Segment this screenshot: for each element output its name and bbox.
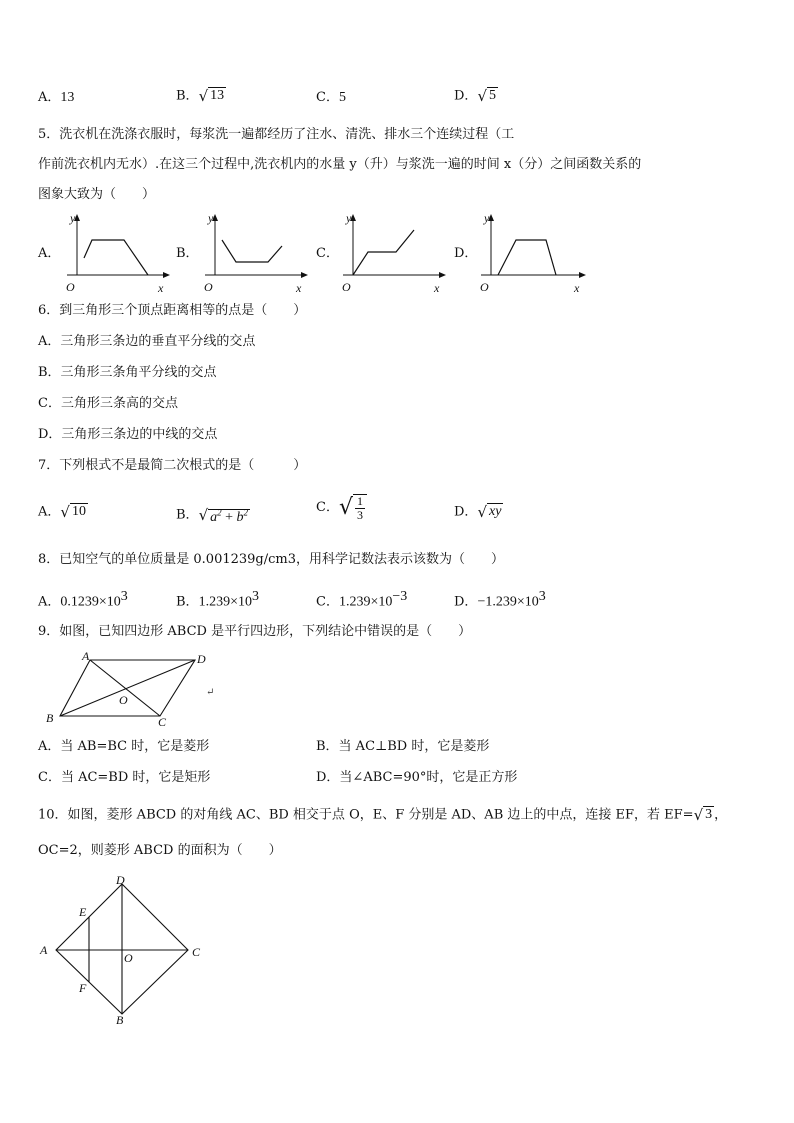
q10-stem-part1: 10．如图，菱形 ABCD 的对角线 AC、BD 相交于点 O，E、F 分别是 AD、AB 边上的中点，连接 EF，若 EF= xyxy=(38,807,694,823)
point-o-label: O xyxy=(124,951,133,965)
graph-a-curve xyxy=(84,240,148,275)
graph-b-x-label: x xyxy=(296,281,302,295)
q4-option-c xyxy=(316,88,346,108)
sqrt-symbol: √ $\frac{1}{3}$ xyxy=(339,494,367,522)
q5-option-c-letter: C． xyxy=(316,246,339,261)
q4-option-c-value: 5 xyxy=(338,90,346,105)
sqrt-symbol: √ 5 xyxy=(477,87,496,105)
graph-b-y-label: y xyxy=(208,211,214,225)
q7-option-c-letter: C． xyxy=(316,500,339,515)
q5-graph-b xyxy=(200,210,310,300)
graph-c-origin: O xyxy=(342,280,351,294)
q9-parallelogram-figure xyxy=(40,648,230,732)
q7-stem: 7．下列根式不是最简二次根式的是（ ） xyxy=(38,458,307,473)
q4-option-d-radicand: 5 xyxy=(489,88,496,103)
q7-option-b-exp1: 2 xyxy=(217,507,222,517)
q10-stem-part2: ， xyxy=(714,807,728,823)
q10-rhombus-figure xyxy=(36,872,216,1028)
graph-d-x-label: x xyxy=(574,281,580,295)
q8-option-b xyxy=(176,587,259,612)
q7-option-d xyxy=(454,502,503,523)
point-c-label: C xyxy=(158,715,167,729)
q5-stem-line2: 作前洗衣机内无水）.在这三个过程中,洗衣机内的水量 y（升）与浆洗一遍的时间 x（分）之间函数关系的 xyxy=(38,157,642,172)
q6-option-b: B．三角形三条角平分线的交点 xyxy=(38,365,217,380)
point-b-label: B xyxy=(116,1013,124,1027)
q8-stem: 8．已知空气的单位质量是 0.001239g/cm3，用科学记数法表示该数为（ ） xyxy=(38,552,505,567)
q7-option-a-letter: A． xyxy=(38,504,61,520)
q7-option-a xyxy=(38,502,88,523)
q8-option-d-exp: 3 xyxy=(538,589,546,604)
q10-radicand: 3 xyxy=(705,807,713,822)
sqrt-symbol: √ 13 xyxy=(198,87,225,105)
q4-option-d-letter: D． xyxy=(454,88,478,104)
q10-stem-line2: OC=2，则菱形 ABCD 的面积为（ ） xyxy=(38,843,282,858)
graph-c-curve xyxy=(353,230,414,275)
q5-option-b-letter: B． xyxy=(176,246,199,261)
q9-option-b: B．当 AC⊥BD 时，它是菱形 xyxy=(316,739,490,754)
point-b-label: B xyxy=(46,711,54,725)
q8-option-a-exp: 3 xyxy=(120,589,128,604)
diagonal-bd xyxy=(60,660,195,716)
point-e-label: E xyxy=(79,905,87,919)
q9-stem: 9．如图，已知四边形 ABCD 是平行四边形，下列结论中错误的是（ ） xyxy=(38,624,472,639)
graph-a-origin: O xyxy=(66,280,75,294)
graph-c-x-label: x xyxy=(434,281,440,295)
graph-d-origin: O xyxy=(480,280,489,294)
q7-option-b xyxy=(176,502,250,528)
sqrt-symbol: √ 10 xyxy=(60,503,86,521)
q5-stem-line3: 图象大致为（ ） xyxy=(38,187,156,202)
sqrt-symbol: √ $a^2 + b^2$ xyxy=(198,505,249,525)
q6-stem: 6．到三角形三个顶点距离相等的点是（ ） xyxy=(38,303,307,318)
point-c-label: C xyxy=(192,945,201,959)
q5-graph-c xyxy=(338,210,448,300)
q8-option-c xyxy=(316,587,407,612)
q8-option-c-coef: 1.239×10 xyxy=(338,594,393,610)
point-f-label: F xyxy=(79,981,87,995)
q7-option-c-numerator: 1 xyxy=(356,494,363,508)
q10-stem-line1 xyxy=(38,806,727,825)
graph-d-curve xyxy=(498,240,556,275)
graph-c-y-label: y xyxy=(346,211,352,225)
q4-option-b xyxy=(176,86,226,107)
graph-a-x-label: x xyxy=(158,281,164,295)
q4-option-a-value: 13 xyxy=(60,90,75,105)
q7-option-d-letter: D． xyxy=(454,504,478,520)
q4-option-a xyxy=(38,88,74,108)
q6-option-c: C．三角形三条高的交点 xyxy=(38,396,178,411)
point-a-label: A xyxy=(82,649,90,663)
q7-option-b-exp2: 2 xyxy=(243,507,249,517)
q7-option-b-plus: + xyxy=(221,509,237,525)
q8-option-a-coef: 0.1239×10 xyxy=(60,594,121,610)
q5-graph-a xyxy=(62,210,172,300)
q7-option-a-radicand: 10 xyxy=(71,504,86,519)
q6-option-d: D．三角形三条边的中线的交点 xyxy=(38,427,218,442)
q8-option-b-letter: B． xyxy=(176,594,199,610)
q5-option-a-letter: A． xyxy=(38,246,61,261)
q7-option-c-denominator: 3 xyxy=(356,508,363,522)
sqrt-symbol: √ xy xyxy=(477,503,502,521)
q4-option-b-letter: B． xyxy=(176,88,199,104)
point-a-label: A xyxy=(40,943,48,957)
q9-option-d: D．当∠ABC=90°时，它是正方形 xyxy=(316,770,518,785)
q5-stem-line1: 5．洗衣机在洗涤衣服时，每浆洗一遍都经历了注水、清洗、排水三个连续过程（工 xyxy=(38,127,515,142)
q5-graph-d xyxy=(476,210,592,300)
q4-option-a-letter: A． xyxy=(38,90,61,105)
q8-option-d-letter: D． xyxy=(454,594,478,610)
graph-b-curve xyxy=(222,240,282,262)
q9-option-c: C．当 AC=BD 时，它是矩形 xyxy=(38,770,211,785)
q8-option-c-exp: −3 xyxy=(392,589,408,604)
graph-a-y-label: y xyxy=(70,211,76,225)
sqrt-symbol: √ 3 xyxy=(693,806,713,824)
q8-option-a-letter: A． xyxy=(38,594,61,610)
fraction xyxy=(355,495,365,522)
q7-option-d-radicand: xy xyxy=(489,504,502,519)
diagonal-ac xyxy=(90,660,160,716)
graph-d-y-label: y xyxy=(484,211,490,225)
point-d-label: D xyxy=(116,873,125,887)
q8-option-b-exp: 3 xyxy=(251,589,259,604)
point-d-label: D xyxy=(197,652,206,666)
q9-option-a: A．当 AB=BC 时，它是菱形 xyxy=(38,739,210,754)
q8-option-d-coef: −1.239×10 xyxy=(477,594,539,610)
q4-option-d xyxy=(454,86,498,107)
q4-option-c-letter: C． xyxy=(316,90,339,105)
point-o-label: O xyxy=(119,693,128,707)
q4-option-b-radicand: 13 xyxy=(210,88,225,103)
q7-option-b-a: a xyxy=(210,509,218,525)
q5-option-d-letter: D． xyxy=(454,246,478,261)
q8-option-c-letter: C． xyxy=(316,594,339,610)
q8-option-d xyxy=(454,587,546,612)
q8-option-b-coef: 1.239×10 xyxy=(198,594,252,610)
q6-option-a: A．三角形三条边的垂直平分线的交点 xyxy=(38,334,256,349)
q7-option-b-b: b xyxy=(236,509,244,525)
q8-option-a xyxy=(38,587,128,612)
paragraph-mark-icon: ↵ xyxy=(206,687,215,698)
graph-b-origin: O xyxy=(204,280,213,294)
q7-option-b-letter: B． xyxy=(176,507,199,523)
q7-option-c xyxy=(316,494,367,522)
